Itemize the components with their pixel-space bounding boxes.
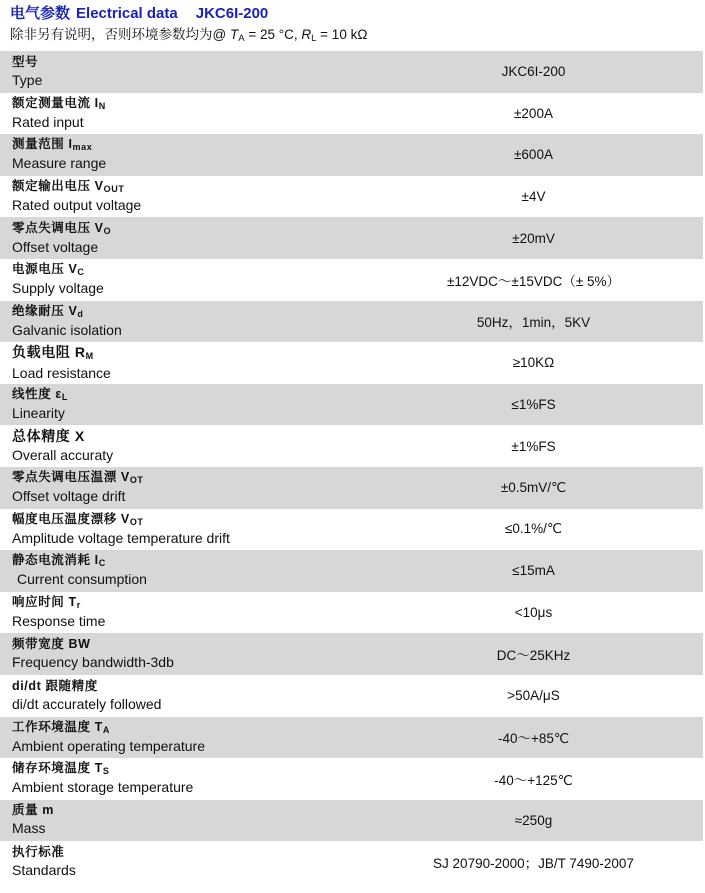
parameter-value-cell: ±600A: [514, 147, 553, 163]
parameter-label-cell: [0, 425, 364, 467]
parameter-label-cn-clip: [12, 553, 364, 569]
page-title: [10, 4, 705, 23]
parameter-label-cn-clip: [12, 262, 364, 278]
parameter-label-cn-clip: [12, 470, 364, 486]
parameter-label-cn: 线性度 $\varepsilon_L$: [12, 387, 69, 403]
parameter-label-cn-clip: [12, 221, 364, 237]
parameter-label-cell: [0, 259, 364, 301]
parameter-value-cell: <10μs: [514, 605, 553, 621]
subtitle-rl-value: = 10 kΩ: [316, 27, 368, 42]
parameter-label-cn-subscript: C: [98, 558, 106, 569]
parameter-label-en: Ambient storage temperature: [12, 779, 194, 796]
parameter-label-cn-clip: [12, 344, 364, 363]
parameter-label-en: Ambient operating temperature: [12, 737, 205, 754]
parameter-label-cn: 静态电流消耗 $I_C$: [12, 553, 106, 569]
table-row: [0, 800, 703, 842]
electrical-data-table: [0, 51, 703, 883]
parameter-label-cell: [0, 467, 364, 509]
parameter-label-en: Type: [12, 71, 43, 88]
subtitle-rl-symbol: R: [301, 27, 312, 42]
parameter-label-en: Overall accuraty: [12, 447, 114, 464]
parameter-label-en: Mass: [12, 820, 46, 837]
table-row: [0, 717, 703, 759]
parameter-label-en: Current consumption: [17, 571, 147, 588]
parameter-label-cn: 总体精度 X: [12, 428, 85, 445]
parameter-label-cell: [0, 592, 364, 634]
parameter-label-cn-clip: [12, 387, 364, 403]
parameter-label-cell: [0, 841, 364, 883]
table-row: [0, 633, 703, 675]
parameter-value-cell: ±12VDC～±15VDC（± 5%）: [446, 273, 621, 289]
parameter-label-cn: di/dt 跟随精度: [12, 678, 98, 693]
table-row: [0, 93, 703, 135]
parameter-label-en: Response time: [12, 613, 106, 630]
parameter-label-cn-subscript: S: [102, 766, 110, 777]
table-row: [0, 176, 703, 218]
parameter-label-cn-clip: [12, 179, 364, 195]
parameter-label-cn-clip: [12, 679, 364, 694]
parameter-label-en: Galvanic isolation: [12, 321, 122, 338]
parameter-value-cell: ±200A: [514, 105, 553, 121]
parameter-label-cell: [0, 342, 364, 384]
parameter-label-cn-subscript: L: [61, 392, 69, 403]
parameter-value-cell: JKC6I-200: [501, 64, 566, 80]
parameter-label-cn: 零点失调电压温漂 $V_{OT}$: [12, 470, 144, 486]
subtitle-ta-subscript: A: [238, 33, 245, 44]
parameter-label-cell: [0, 633, 364, 675]
parameter-label-cn: 测量范围 $I_{max}$: [12, 137, 93, 153]
parameter-label-cn: 负载电阻 $R_M$: [12, 343, 94, 361]
parameter-label-cn-clip: [12, 304, 364, 320]
parameter-label-cell: [0, 301, 364, 343]
parameter-value-cell: ±4V: [521, 189, 546, 205]
parameter-label-cn: 电源电压 $V_C$: [12, 262, 85, 278]
parameter-label-cn: 零点失调电压 $V_O$: [12, 220, 112, 236]
parameter-label-cell: [0, 550, 364, 592]
parameter-label-en: Supply voltage: [12, 280, 104, 297]
parameter-label-cn-clip: [12, 803, 364, 818]
parameter-label-en: Rated output voltage: [12, 197, 142, 214]
parameter-value-cell: ±0.5mV/℃: [500, 479, 567, 495]
table-row: [0, 134, 703, 176]
parameter-label-cn: 工作环境温度 $T_A$: [12, 719, 111, 735]
parameter-label-cell: [0, 384, 364, 426]
parameter-value-cell: DC～25KHz: [496, 648, 571, 664]
parameter-label-cn: 型号: [12, 54, 39, 69]
parameter-value-cell: -40～+125℃: [494, 772, 573, 788]
table-row: [0, 467, 703, 509]
parameter-label-cn-subscript: OT: [129, 475, 144, 486]
page-subtitle: [10, 26, 705, 46]
subtitle-ta-value: = 25 °C,: [244, 27, 302, 42]
parameter-label-cell: [0, 134, 364, 176]
parameter-label-cell: [0, 176, 364, 218]
parameter-label-cn-subscript: OUT: [103, 184, 125, 195]
parameter-label-cn-subscript: M: [85, 350, 94, 361]
parameter-label-cn-subscript: r: [76, 600, 81, 611]
table-row: [0, 342, 703, 384]
parameter-label-cn: 响应时间 $T_r$: [12, 595, 81, 611]
parameter-label-cn: 额定输出电压 $V_{OUT}$: [12, 179, 125, 195]
parameter-label-en: Linearity: [12, 405, 65, 422]
parameter-label-cell: [0, 717, 364, 759]
table-row: [0, 301, 703, 343]
parameter-label-en: Load resistance: [12, 364, 111, 381]
parameter-label-cn-clip: [12, 137, 364, 153]
parameter-value-cell: ±1%FS: [511, 438, 556, 454]
parameter-label-cn: 执行标准: [12, 845, 65, 860]
parameter-label-en: Frequency bandwidth-3db: [12, 654, 174, 671]
table-row: [0, 550, 703, 592]
parameter-label-cn-clip: [12, 845, 364, 860]
table-row: [0, 758, 703, 800]
parameter-label-cn-clip: [12, 96, 364, 112]
parameter-label-cn-subscript: max: [72, 142, 93, 153]
parameter-label-cell: [0, 509, 364, 551]
parameter-label-cell: [0, 93, 364, 135]
parameter-label-cn-subscript: C: [77, 267, 85, 278]
parameter-label-cn: 储存环境温度 $T_S$: [12, 761, 110, 777]
table-row: [0, 509, 703, 551]
parameter-label-en: Offset voltage drift: [12, 488, 126, 505]
parameter-label-cell: [0, 800, 364, 842]
parameter-label-en: Amplitude voltage temperature drift: [12, 529, 230, 546]
parameter-value-cell: SJ 20790-2000；JB/T 7490-2007: [433, 856, 634, 872]
parameter-label-cn: 频带宽度 BW: [12, 637, 91, 652]
parameter-label-cn-clip: [12, 595, 364, 611]
parameter-value-cell: ≥10KΩ: [512, 355, 555, 371]
table-row: [0, 51, 703, 93]
parameter-label-cell: [0, 758, 364, 800]
subtitle-prefix: 除非另有说明，否则环境参数均为@: [10, 27, 230, 42]
parameter-label-en: Offset voltage: [12, 238, 99, 255]
page-title-en: Electrical data: [76, 5, 178, 22]
parameter-label-en: Rated input: [12, 113, 84, 130]
parameter-label-cn: 绝缘耐压 $V_d$: [12, 303, 84, 319]
table-row: [0, 259, 703, 301]
subtitle-rl-subscript: L: [311, 33, 317, 44]
parameter-value-cell: ≤15mA: [512, 563, 555, 579]
parameter-label-cn: 质量 m: [12, 803, 54, 818]
parameter-label-cn-clip: [12, 512, 364, 528]
table-row: [0, 217, 703, 259]
parameter-value-cell: -40～+85℃: [497, 731, 570, 747]
page-header: [0, 0, 705, 46]
parameter-label-cn-clip: [12, 55, 364, 70]
table-row: [0, 841, 703, 883]
page-title-cn: 电气参数: [10, 5, 71, 22]
parameter-label-en: di/dt accurately followed: [12, 695, 162, 712]
parameter-value-cell: ≈250g: [514, 812, 553, 828]
parameter-label-cn-subscript: O: [103, 225, 112, 236]
parameter-label-cn-clip: [12, 761, 364, 777]
parameter-label-cn: 额定测量电流 $I_N$: [12, 95, 106, 111]
table-row: [0, 675, 703, 717]
table-row: [0, 425, 703, 467]
page-title-model: JKC6I-200: [195, 5, 269, 22]
table-row: [0, 592, 703, 634]
parameter-label-cn-subscript: N: [98, 100, 106, 111]
parameter-label-cn-subscript: OT: [129, 516, 144, 527]
parameter-label-cell: [0, 217, 364, 259]
parameter-label-cn: 幅度电压温度漂移 $V_{OT}$: [12, 511, 144, 527]
parameter-value-cell: 50Hz，1min，5KV: [476, 315, 591, 331]
parameter-label-cell: [0, 51, 364, 93]
parameter-label-cn-subscript: d: [77, 308, 84, 319]
parameter-value-cell: >50A/μS: [507, 688, 560, 704]
parameter-label-cn-subscript: A: [102, 724, 111, 735]
parameter-label-en: Measure range: [12, 155, 107, 172]
table-row: [0, 384, 703, 426]
parameter-label-en: Standards: [12, 862, 76, 879]
parameter-label-cell: [0, 675, 364, 717]
subtitle-ta-symbol: T: [229, 27, 239, 42]
parameter-value-cell: ±20mV: [512, 230, 555, 246]
parameter-label-cn-clip: [12, 637, 364, 652]
parameter-value-cell: ≤1%FS: [511, 397, 556, 413]
parameter-label-cn-clip: [12, 428, 364, 445]
parameter-value-cell: ≤0.1%/℃: [504, 521, 563, 537]
parameter-label-cn-clip: [12, 720, 364, 736]
